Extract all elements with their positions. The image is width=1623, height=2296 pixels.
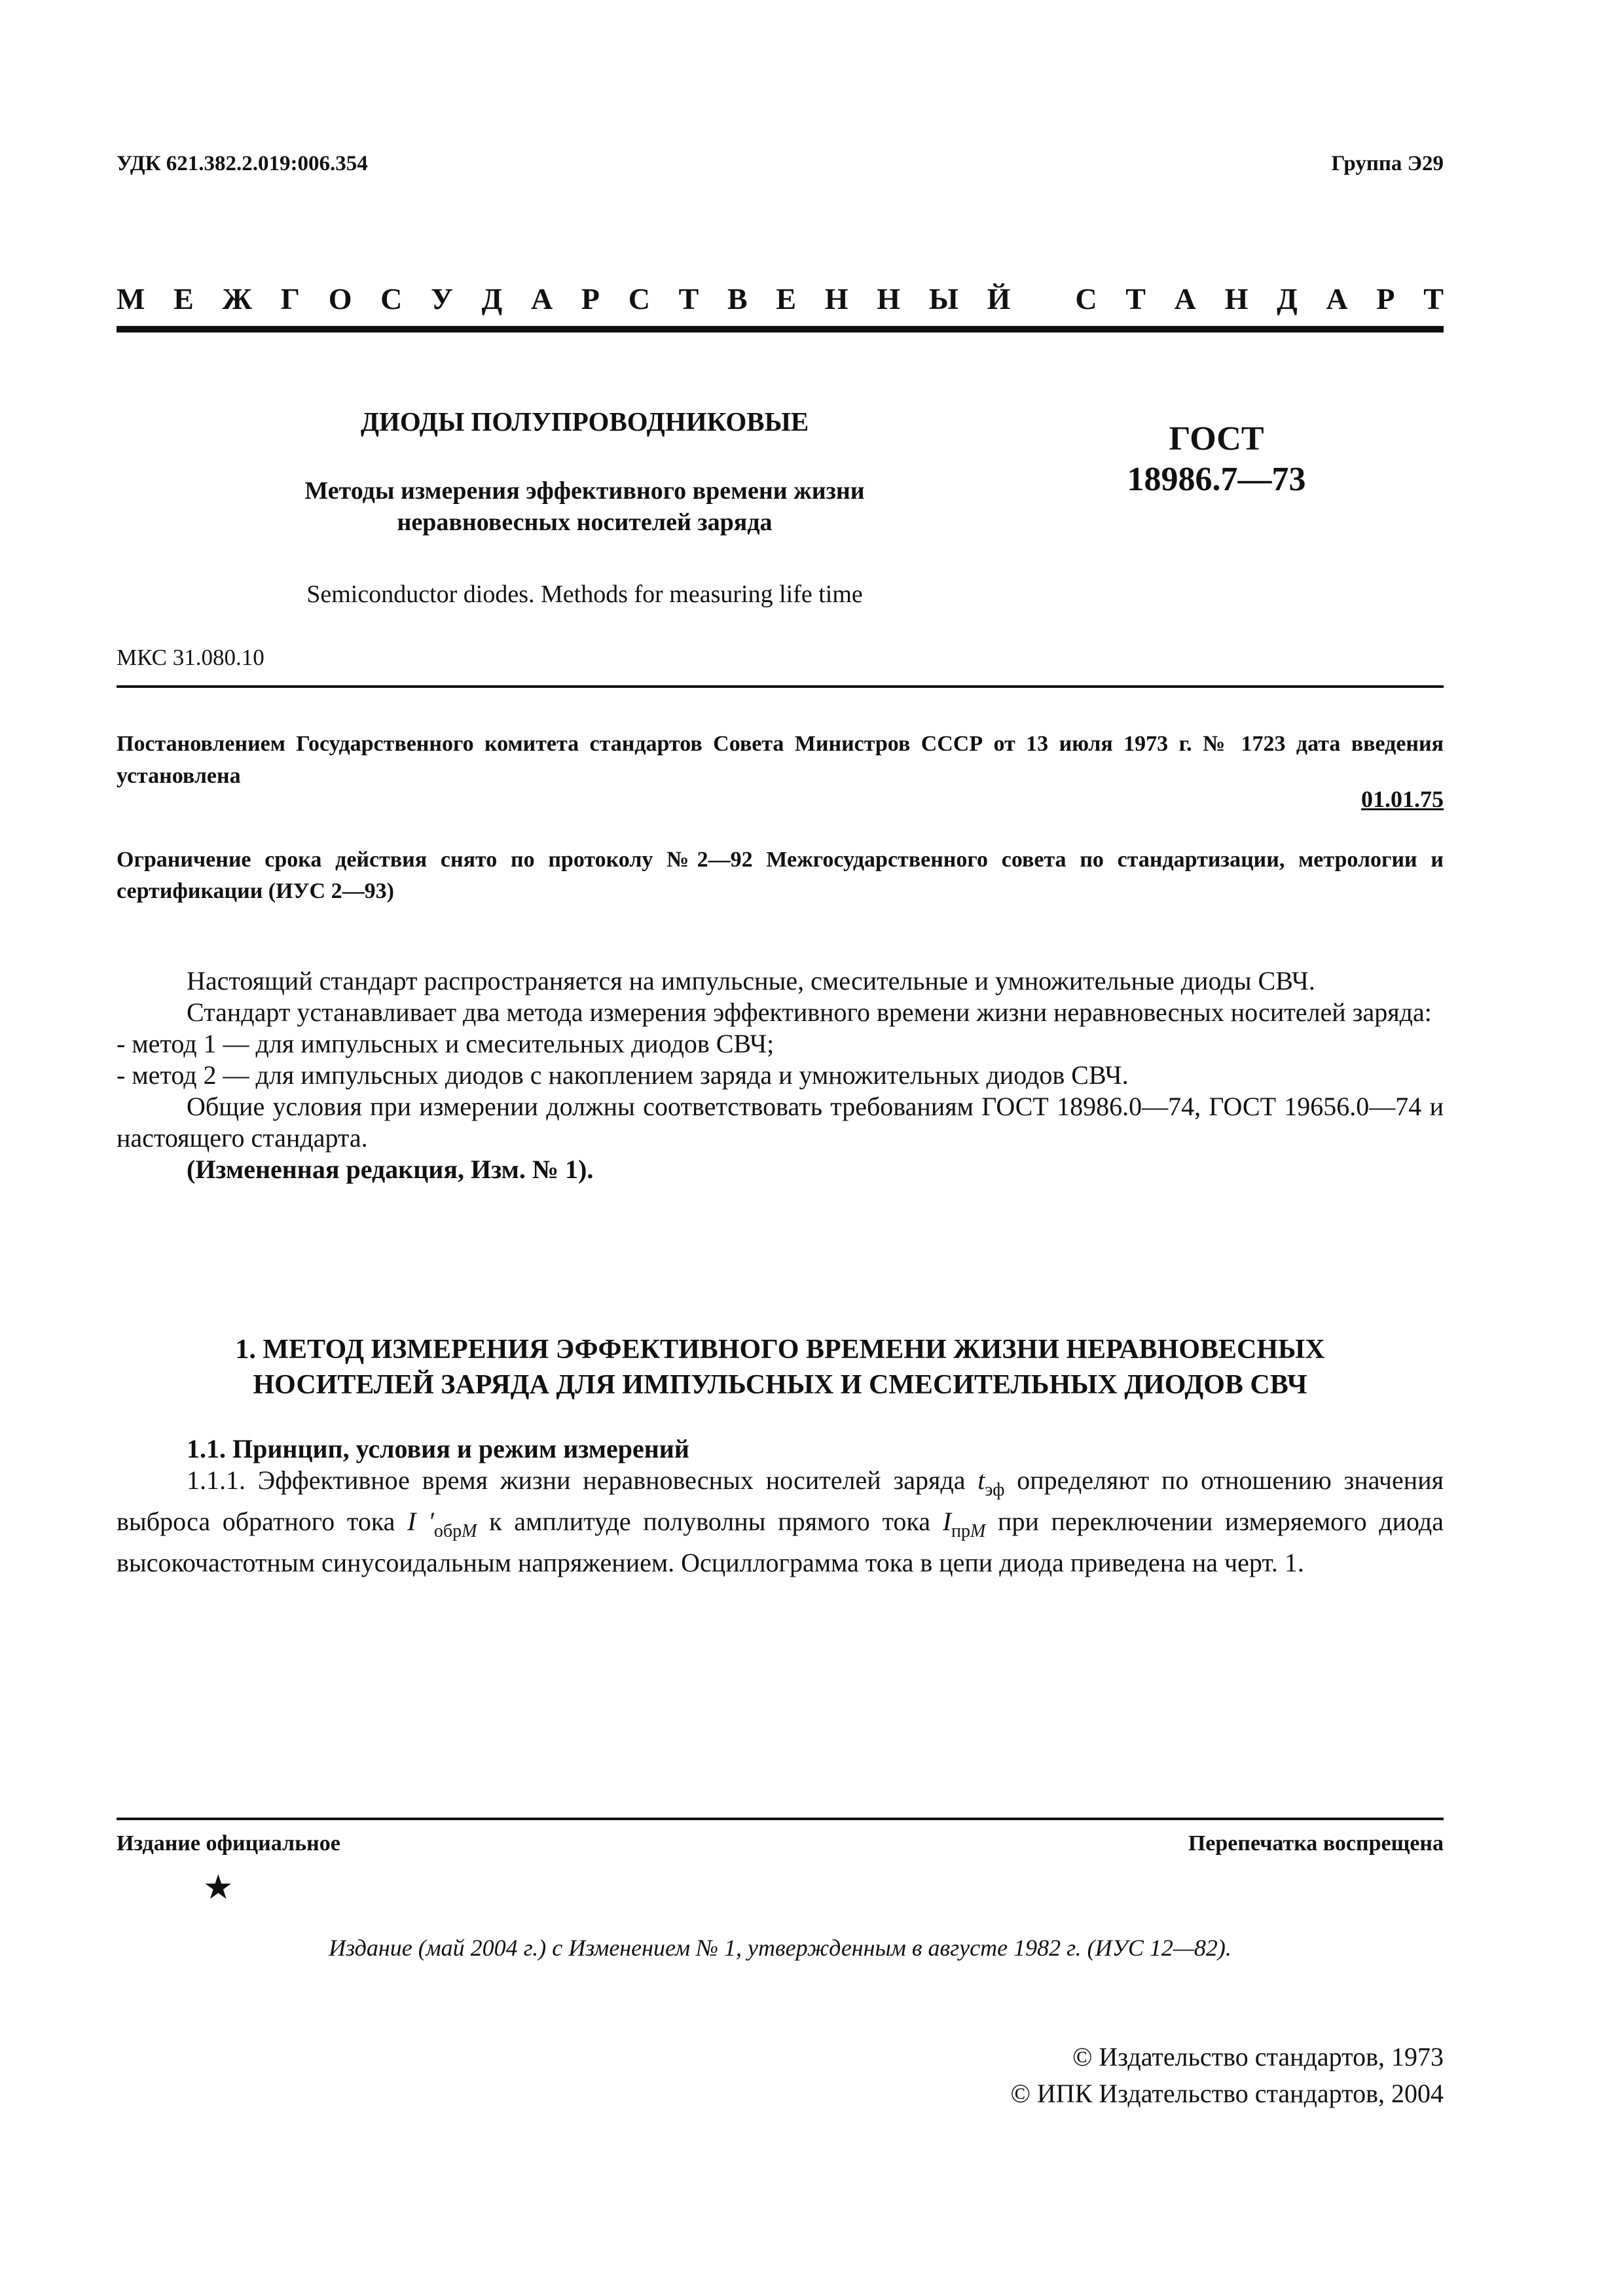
group-code: Группа Э29 [1331,152,1444,175]
paragraph-1-1-1 [117,1465,1444,1579]
paragraph-text: 1.1.1. Эффективное время жизни неравновесных носителей заряда [187,1465,978,1495]
banner-letter: А [1326,282,1348,315]
banner-letter: Д [1277,282,1298,315]
banner-letter: Т [1125,282,1146,315]
banner-letter: Д [481,282,503,315]
amendment-note: (Измененная редакция, Изм. № 1). [187,1155,594,1184]
gost-designation [1099,419,1334,500]
banner-letter: Т [1423,282,1444,315]
paragraph-text: к амплитуде полуволны прямого тока [477,1506,943,1536]
document-subtitle-line2: неравновесных носителей заряда [397,509,773,536]
banner-letter: М [117,282,145,315]
title-block [117,406,1053,609]
section-title-line2: НОСИТЕЛЕЙ ЗАРЯДА ДЛЯ ИМПУЛЬСНЫХ И СМЕСИТЕЛЬНЫХ ДИОДОВ СВЧ [253,1370,1307,1400]
document-page [117,0,1444,2296]
banner-letter: С [628,282,650,315]
symbol-i-reverse: I ′ [407,1506,434,1536]
mks-code: МКС 31.080.10 [117,645,264,670]
banner-gap [1039,281,1047,316]
banner-letter: Й [987,282,1011,315]
section-1-title [117,1332,1444,1403]
subsection-1-1-title: 1.1. Принцип, условия и режим измерений [187,1434,689,1463]
banner-letter: В [727,282,748,315]
standard-banner [117,281,1444,316]
banner-letter: Н [824,282,848,315]
banner-letter: А [530,282,553,315]
udk-code: УДК 621.382.2.019:006.354 [117,152,368,175]
english-title: Semiconductor diodes. Methods for measuring life time [306,581,863,608]
symbol-i-reverse-subscript: обрM [433,1520,477,1541]
document-subtitle-line1: Методы измерения эффективного времени жизни [304,477,865,505]
footer-rule [117,1818,1444,1820]
banner-letter: Е [173,282,194,315]
banner-letter: Р [1376,282,1395,315]
introduction-date: 01.01.75 [1361,786,1444,812]
symbol-i-forward-subscript: прM [951,1520,986,1541]
reprint-prohibited-label: Перепечатка воспрещена [1188,1831,1444,1856]
decree-text: Постановлением Государственного комитета стандартов Совета Министров СССР от 13 июля 1973 г. № 1723 дата введения установлена [117,732,1444,788]
banner-rule [117,326,1444,332]
banner-letter: Г [280,282,300,315]
gost-label: ГОСТ [1169,420,1264,457]
symbol-t-subscript: эф [985,1479,1005,1500]
paragraph-text: определяют по отношению значения выброса обратного тока [117,1465,1444,1536]
limitation-note: Ограничение срока действия снято по протоколу №2—92 Межгосударственного совета по стандартизации, метрологии и сертификации (ИУС 2—93) [117,848,1444,903]
method-item: - метод 1 — для импульсных и смесительных диодов СВЧ; [117,1029,775,1058]
banner-letter: Р [581,282,600,315]
paragraph: Настоящий стандарт распространяется на импульсные, смесительные и умножительные диоды СВЧ. [187,966,1315,996]
banner-letter: С [380,282,403,315]
symbol-i-forward: I [942,1506,952,1536]
banner-letter: Ы [928,282,958,315]
paragraph-text: при переключении измеряемого диода высокочастотным синусоидальным напряжением. Осциллограмма тока в цепи диода приведена на черт. 1. [117,1506,1444,1577]
symbol-t: t [977,1465,985,1495]
copyright-block [1011,2039,1444,2112]
copyright-line: © Издательство стандартов, 1973 [1072,2042,1444,2072]
copyright-line: © ИПК Издательство стандартов, 2004 [1010,2079,1444,2108]
banner-letter: О [328,282,352,315]
mks-rule [117,685,1444,688]
introduction-body [117,965,1444,1185]
paragraph: Общие условия при измерении должны соответствовать требованиям ГОСТ 18986.0—74, ГОСТ 19656.0—74 и настоящего стандарта. [117,1092,1444,1153]
document-title: ДИОДЫ ПОЛУПРОВОДНИКОВЫЕ [360,406,809,437]
section-title-line1: 1. МЕТОД ИЗМЕРЕНИЯ ЭФФЕКТИВНОГО ВРЕМЕНИ ЖИЗНИ НЕРАВНОВЕСНЫХ [235,1335,1325,1365]
star-icon: ★ [203,1869,234,1907]
banner-letter: Е [776,282,797,315]
official-edition-label: Издание официальное [117,1831,340,1856]
paragraph: Стандарт устанавливает два метода измерения эффективного времени жизни неравновесных носителей заряда: [187,997,1432,1027]
method-item: - метод 2 — для импульсных диодов с накоплением заряда и умножительных диодов СВЧ. [117,1060,1129,1090]
banner-letter: Т [678,282,699,315]
edition-note: Издание (май 2004 г.) с Изменением № 1, утвержденным в августе 1982 г. (ИУС 12—82). [329,1935,1231,1961]
banner-letter: А [1174,282,1196,315]
banner-letter: Ж [222,282,252,315]
banner-letter: У [431,282,453,315]
banner-letter: С [1075,282,1097,315]
gost-number: 18986.7—73 [1127,461,1306,498]
banner-letter: Н [1224,282,1249,315]
banner-letter: Н [877,282,901,315]
